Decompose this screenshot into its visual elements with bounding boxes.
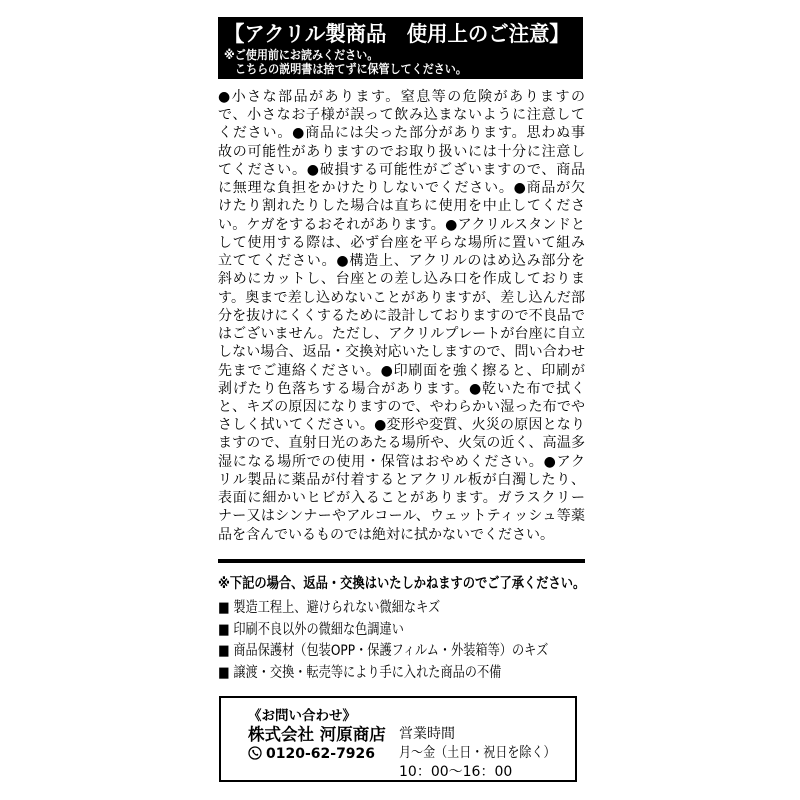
precaution-line: さしく拭いてください。●変形や変質、火災の原因となり xyxy=(218,417,585,434)
precaution-line: ナー又はシンナーやアルコール、ウェットティッシュ等薬 xyxy=(218,508,585,525)
precaution-line: リル製品に薬品が付着するとアクリル板が白濁したり、 xyxy=(218,471,585,488)
precaution-line: 立ててください。●構造上、アクリルのはめ込み部分を xyxy=(218,253,585,270)
business-hours-days: 月～金（土日・祝日を除く） xyxy=(399,745,556,761)
returns-exclusion-item: ■ 製造工程上、避けられない微細なキズ xyxy=(218,600,441,616)
precaution-line: ますので、直射日光のあたる場所や、火気の近く、高温多 xyxy=(218,435,585,452)
returns-exclusion-list xyxy=(218,598,548,684)
precaution-line: 品を含んでいるものでは絶対に拭かないでください。 xyxy=(218,526,554,543)
header-note-line2: こちらの説明書は捨てずに保管してください。 xyxy=(224,61,467,76)
precaution-line: 斜めにカットし、台座との差し込み口を作成しておりま xyxy=(218,271,585,288)
precaution-line: けたり割れたりした場合は直ちに使用を中止してくださ xyxy=(218,198,585,215)
precaution-line: 先までご連絡ください。●印刷面を強く擦ると、印刷が xyxy=(218,362,585,379)
phone-row xyxy=(248,746,375,762)
returns-exclusion-item: ■ 商品保護材（包装OPP・保護フィルム・外装箱等）のキズ xyxy=(218,643,549,660)
precaution-line: に無理な負担をかけたりしないでください。●商品が欠 xyxy=(218,180,585,197)
contact-heading: 《お問い合わせ》 xyxy=(248,708,356,724)
precaution-line: して使用する際は、必ず台座を平らな場所に置いて組み xyxy=(218,234,585,251)
precaution-line: はございません。ただし、アクリルプレートが台座に自立 xyxy=(218,326,585,343)
precaution-line: てください。●破損する可能性がございますので、商品 xyxy=(218,161,585,178)
precaution-line: す。奥まで差し込めないことがありますが、差し込んだ部 xyxy=(218,289,585,306)
precaution-line: で、小さなお子様が誤って飲み込まないように注意して xyxy=(218,107,585,124)
freedial-phone-icon xyxy=(248,746,262,760)
precaution-line: と、キズの原因になりますので、やわらかい湿った布でや xyxy=(218,398,585,415)
header-banner xyxy=(218,17,583,79)
header-note-line1: ※ご使用前にお読みください。 xyxy=(224,48,379,62)
precaution-line: 湿になる場所での使用・保管はおやめください。●アク xyxy=(218,453,585,470)
precaution-line: ●小さな部品があります。窒息等の危険がありますの xyxy=(218,89,585,105)
phone-number: 0120-62-7926 xyxy=(266,746,376,762)
business-hours-time: 10：00～16：00 xyxy=(399,764,513,780)
precaution-line: 剥げたり色落ちする場合があります。●乾いた布で拭く xyxy=(218,380,585,397)
precaution-line: い。ケガをするおそれがあります。●アクリルスタンドと xyxy=(218,216,585,233)
returns-notice: ※下記の場合、返品・交換はいたしかねますのでご了承ください。 xyxy=(218,576,586,592)
section-divider xyxy=(218,559,585,563)
precaution-line: しない場合、返品・交換対応いたしますので、問い合わせ xyxy=(218,344,585,361)
returns-exclusion-item: ■ 印刷不良以外の微細な色調違い xyxy=(218,621,404,638)
returns-exclusion-item: ■ 譲渡・交換・転売等により手に入れた商品の不備 xyxy=(218,664,502,681)
precaution-line: 分を抜けにくくするために設計しておりますので不良品で xyxy=(218,307,585,324)
company-name: 株式会社 河原商店 xyxy=(248,725,386,744)
sheet-title: 【アクリル製商品 使用上のご注意】 xyxy=(224,22,570,46)
business-hours-label: 営業時間 xyxy=(399,726,455,742)
precaution-line: 表面に細かいヒビが入ることがあります。ガラスクリー xyxy=(218,490,585,507)
contact-box xyxy=(219,696,577,782)
precaution-line: 故の可能性がありますのでお取り扱いには十分に注意し xyxy=(218,143,585,160)
precautions-paragraph xyxy=(218,88,585,544)
precaution-line: ください。●商品には尖った部分があります。思わぬ事 xyxy=(218,125,585,142)
